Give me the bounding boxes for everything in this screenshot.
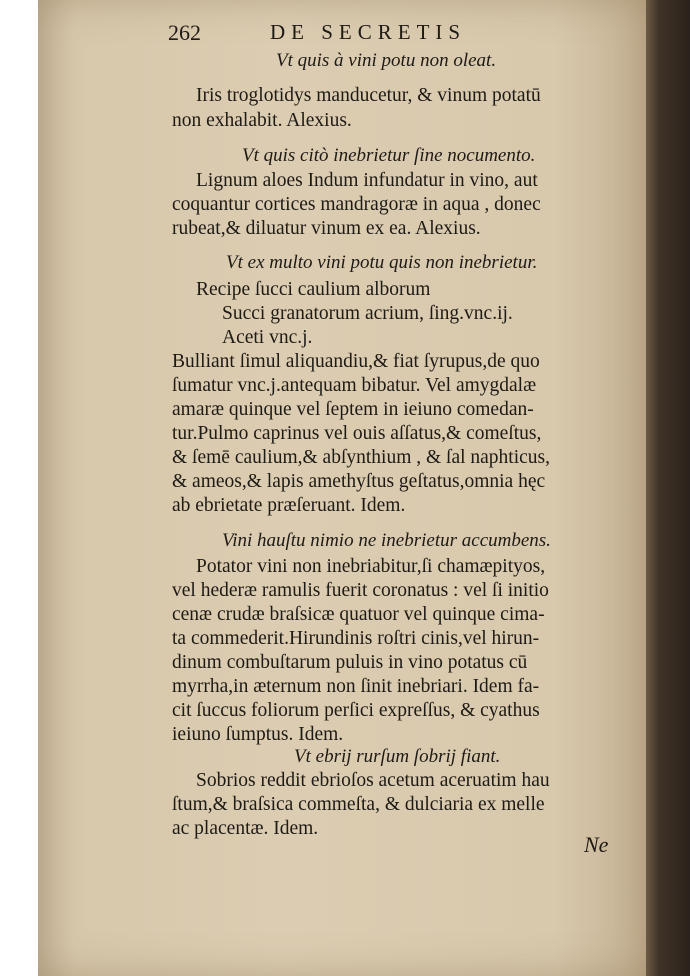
text-line: Aceti vnc.j. — [222, 327, 313, 348]
text-line: vel hederæ ramulis fuerit coronatus : vel ſi initio — [172, 580, 549, 601]
section-heading: Vt ebrij rurſum ſobrij fiant. — [294, 746, 501, 767]
text-line: Bulliant ſimul aliquandiu,& fiat ſyrupus,de quo — [172, 351, 540, 372]
section-heading: Vt ex multo vini potu quis non inebrietur. — [226, 252, 538, 273]
text-line: ta commederit.Hirundinis roſtri cinis,vel hirun- — [172, 628, 540, 649]
text-line: Succi granatorum acrium, ſing.vnc.ij. — [222, 303, 513, 324]
section-heading: Vt quis à vini potu non oleat. — [276, 50, 497, 71]
running-head: DE SECRETIS — [270, 20, 467, 44]
text-line: Potator vini non inebriabitur,ſi chamæpityos, — [196, 556, 546, 577]
text-line: coquantur cortices mandragoræ in aqua , donec — [172, 194, 541, 215]
text-line: Iris troglotidys manducetur, & vinum potatū — [196, 85, 541, 106]
text-line: cenæ crudæ braſsicæ quatuor vel quinque cima- — [172, 604, 545, 625]
text-line: & ſemē caulium,& abſynthium , & ſal naphticus, — [172, 447, 551, 468]
text-line: amaræ quinque vel ſeptem in ieiuno comedan- — [172, 399, 534, 420]
text-line: tur.Pulmo caprinus vel ouis aſſatus,& comeſtus, — [172, 423, 542, 444]
text-line: Recipe ſucci caulium alborum — [196, 279, 431, 300]
catchword: Ne — [584, 832, 609, 857]
section-heading: Vt quis citò inebrietur ſine nocumento. — [242, 145, 536, 166]
text-line: ſtum,& braſsica commeſta, & dulciaria ex melle — [172, 794, 545, 815]
text-line: & ameos,& lapis amethyſtus geſtatus,omnia hęc — [172, 471, 546, 492]
text-line: ſumatur vnc.j.antequam bibatur. Vel amygdalæ — [172, 375, 537, 396]
text-line: Sobrios reddit ebrioſos acetum aceruatim hau — [196, 770, 550, 791]
text-line: Lignum aloes Indum infundatur in vino, aut — [196, 170, 538, 191]
text-line: rubeat,& diluatur vinum ex ea. Alexius. — [172, 218, 481, 239]
text-line: ac placentæ. Idem. — [172, 818, 319, 839]
section-heading: Vini hauſtu nimio ne inebrietur accumbens. — [222, 530, 551, 551]
book-edge — [646, 0, 690, 976]
text-line: non exhalabit. Alexius. — [172, 110, 352, 131]
page-number: 262 — [168, 20, 201, 45]
text-line: myrrha,in æternum non ſinit inebriari. Idem fa- — [172, 676, 540, 697]
text-line: ieiuno ſumptus. Idem. — [172, 724, 344, 745]
text-line: ab ebrietate præſeruant. Idem. — [172, 495, 406, 516]
text-line: cit ſuccus foliorum perſici expreſſus, & cyathus — [172, 700, 540, 721]
left-margin — [0, 0, 38, 976]
text-line: dinum combuſtarum puluis in vino potatus cū — [172, 652, 528, 673]
